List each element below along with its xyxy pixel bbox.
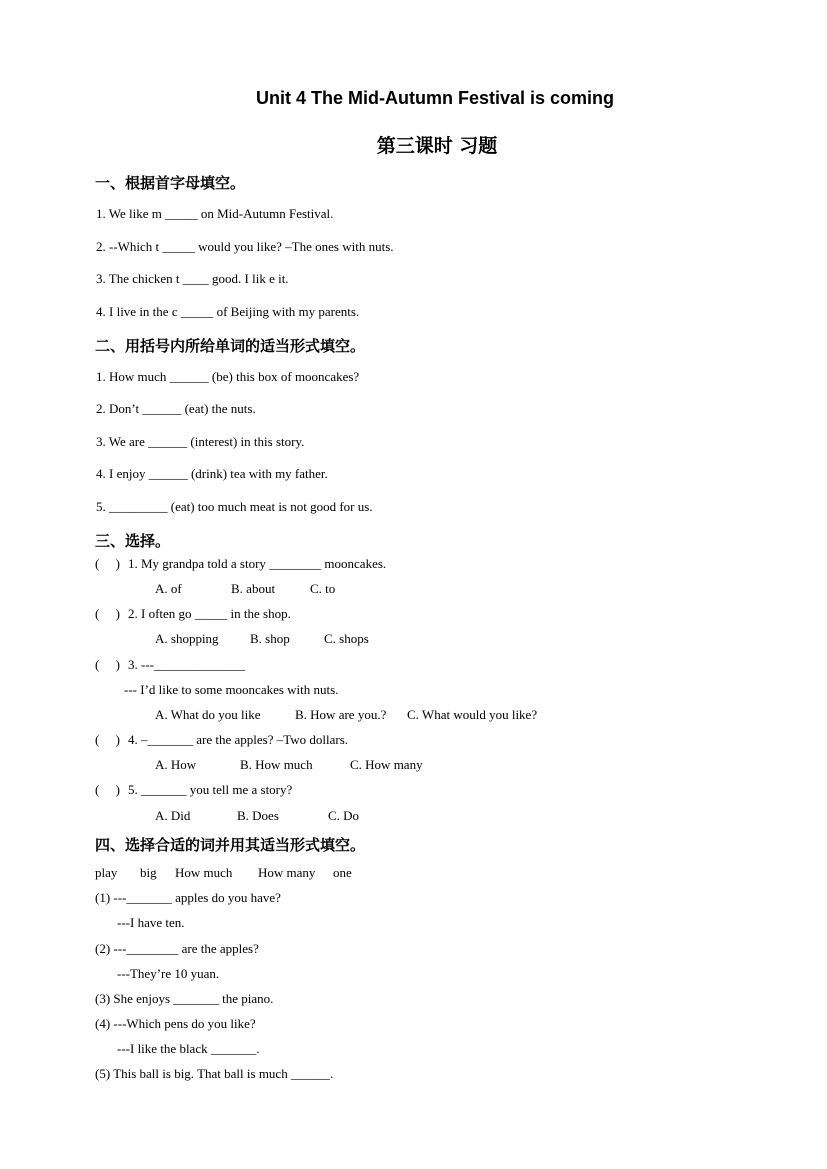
word-bank-how-many: How many [258,865,316,880]
answer-bracket: ( ) [95,556,120,571]
section-1-item-4: 4. I live in the c _____ of Beijing with my parents. [96,304,360,319]
section-2-heading: 二、用括号内所给单词的适当形式填空。 [95,337,366,355]
word-bank-one: one [333,865,352,880]
fill-item-2-reply: ---They’re 10 yuan. [117,966,220,981]
choice-question-5: 5. _______ you tell me a story? [128,782,293,797]
choice-5-option-a: A. Did [155,808,191,823]
choice-3-option-b: B. How are you.? [295,707,387,722]
section-3-heading: 三、选择。 [95,532,171,550]
answer-bracket: ( ) [95,657,120,672]
fill-item-4-reply: ---I like the black _______. [117,1041,260,1056]
fill-item-2: (2) ---________ are the apples? [95,941,259,956]
fill-item-5: (5) This ball is big. That ball is much ______. [95,1066,334,1081]
answer-bracket: ( ) [95,606,120,621]
section-2-item-4: 4. I enjoy ______ (drink) tea with my father. [96,466,328,481]
choice-question-2: 2. I often go _____ in the shop. [128,606,291,621]
choice-2-option-a: A. shopping [155,631,219,646]
choice-1-option-c: C. to [310,581,336,596]
section-4-heading: 四、选择合适的词并用其适当形式填空。 [95,836,366,854]
choice-1-option-b: B. about [231,581,276,596]
word-bank-big: big [140,865,157,880]
choice-question-1: 1. My grandpa told a story ________ mooncakes. [128,556,387,571]
section-1-item-1: 1. We like m _____ on Mid-Autumn Festival. [96,206,334,221]
choice-4-option-c: C. How many [350,757,423,772]
fill-item-3: (3) She enjoys _______ the piano. [95,991,274,1006]
choice-question-4: 4. –_______ are the apples? –Two dollars. [128,732,349,747]
word-bank-how-much: How much [175,865,233,880]
section-1-item-2: 2. --Which t _____ would you like? –The ones with nuts. [96,239,394,254]
word-bank-play: play [95,865,118,880]
choice-2-option-c: C. shops [324,631,369,646]
choice-4-option-a: A. How [155,757,197,772]
choice-question-3-reply: --- I’d like to some mooncakes with nuts. [124,682,339,697]
section-2-item-3: 3. We are ______ (interest) in this story. [96,434,305,449]
choice-1-option-a: A. of [155,581,182,596]
section-2-item-2: 2. Don’t ______ (eat) the nuts. [96,401,256,416]
choice-5-option-c: C. Do [328,808,360,823]
page-title: Unit 4 The Mid-Autumn Festival is coming [255,88,615,108]
choice-4-option-b: B. How much [240,757,313,772]
answer-bracket: ( ) [95,732,120,747]
lesson-subtitle: 第三课时 习题 [376,135,498,157]
choice-5-option-b: B. Does [237,808,279,823]
fill-item-4: (4) ---Which pens do you like? [95,1016,256,1031]
fill-item-1-reply: ---I have ten. [117,915,185,930]
choice-3-option-c: C. What would you like? [407,707,538,722]
choice-3-option-a: A. What do you like [155,707,261,722]
fill-item-1: (1) ---_______ apples do you have? [95,890,281,905]
section-1-item-3: 3. The chicken t ____ good. I lik e it. [96,271,289,286]
choice-2-option-b: B. shop [250,631,290,646]
section-1-heading: 一、根据首字母填空。 [95,174,246,192]
section-2-item-1: 1. How much ______ (be) this box of mooncakes? [96,369,360,384]
choice-question-3: 3. ---______________ [128,657,245,672]
section-2-item-5: 5. _________ (eat) too much meat is not good for us. [96,499,373,514]
answer-bracket: ( ) [95,782,120,797]
